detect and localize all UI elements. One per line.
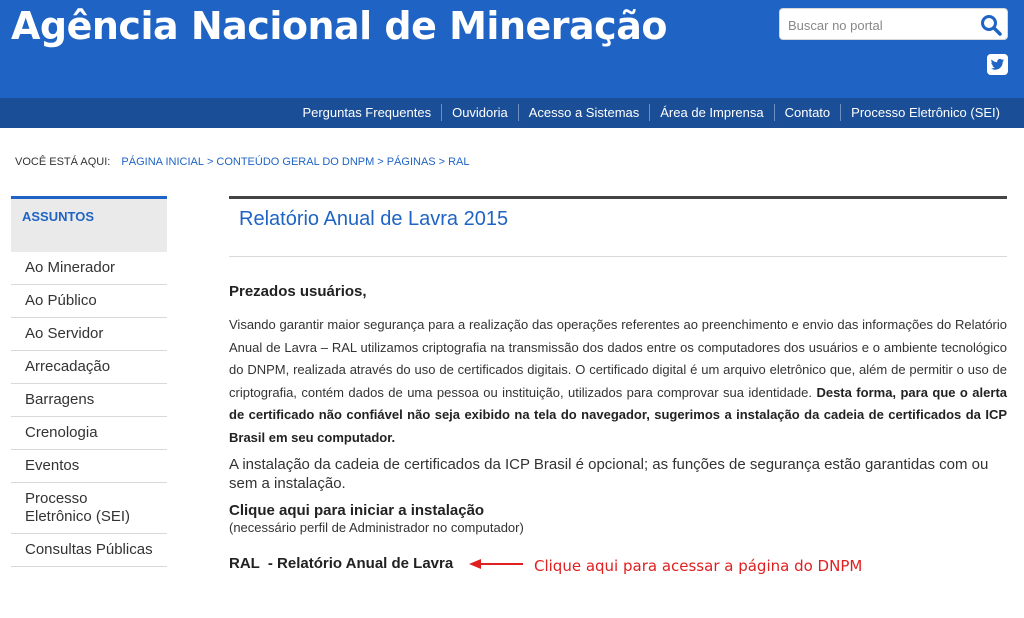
annotation-text: Clique aqui para acessar a página do DNPM [534, 557, 863, 575]
sidebar-item-eventos[interactable]: Eventos [11, 450, 167, 483]
intro-bold-text: Desta forma, para que o alerta de certificado não confiável não seja exibido na tela do navegador, sugerimos a instalação da cadeia de certificados da ICP Brasil em seu computador. [229, 384, 1007, 445]
sidebar-item-servidor[interactable]: Ao Servidor [11, 318, 167, 351]
nav-item-sei[interactable]: Processo Eletrônico (SEI) [840, 104, 1010, 121]
breadcrumb-separator: > [438, 156, 446, 168]
install-note: (necessário perfil de Administrador no computador) [229, 520, 524, 535]
breadcrumb-label: VOCÊ ESTÁ AQUI: [15, 156, 111, 168]
sidebar-item-sei[interactable]: Processo Eletrônico (SEI) [11, 483, 167, 534]
sidebar-item-consultas[interactable]: Consultas Públicas [11, 534, 167, 567]
install-link[interactable]: Clique aqui para iniciar a instalação [229, 502, 485, 519]
main-nav [0, 98, 1024, 128]
nav-item-imprensa[interactable]: Área de Imprensa [649, 104, 773, 121]
intro-text: Visando garantir maior segurança para a realização das operações referentes ao preenchimento e envio das informações do Relatório Anual de Lavra – RAL utilizamos criptografia na transmissão dos dados entre os computadores dos usuários e o ambiente tecnológico do DNPM, realizada através do uso de certificados digitais. O certificado digital é um arquivo eletrônico que, além de permitir o uso de criptografia, contém dados de uma pessoa ou instituição, utilizados para comprovar sua identidade. [229, 317, 1007, 400]
ral-row [229, 551, 1007, 573]
arrow-left-icon [469, 557, 525, 571]
main-content [229, 196, 1007, 573]
breadcrumb-paginas[interactable]: PÁGINAS [386, 156, 436, 168]
sidebar-item-minerador[interactable]: Ao Minerador [11, 252, 167, 285]
breadcrumb-ral[interactable]: RAL [448, 156, 470, 168]
breadcrumb-conteudo[interactable]: CONTEÚDO GERAL DO DNPM [216, 156, 375, 168]
nav-item-sistemas[interactable]: Acesso a Sistemas [518, 104, 650, 121]
page-title: Relatório Anual de Lavra 2015 [229, 199, 1007, 257]
nav-item-contato[interactable]: Contato [774, 104, 841, 121]
sidebar-heading: ASSUNTOS [11, 196, 167, 252]
optional-install-paragraph: A instalação da cadeia de certificados da ICP Brasil é opcional; as funções de segurança estão garantidas com ou sem a instalação. [229, 456, 989, 492]
sidebar [11, 196, 167, 567]
sidebar-item-crenologia[interactable]: Crenologia [11, 417, 167, 450]
greeting: Prezados usuários, [229, 283, 367, 300]
breadcrumb-home[interactable]: PÁGINA INICIAL [121, 156, 204, 168]
search-box[interactable] [779, 8, 1008, 40]
site-header [0, 0, 1024, 98]
breadcrumb-separator: > [206, 156, 214, 168]
site-title[interactable]: Agência Nacional de Mineração [11, 4, 667, 48]
sidebar-item-publico[interactable]: Ao Público [11, 285, 167, 318]
twitter-icon[interactable] [987, 54, 1008, 75]
sidebar-item-arrecadacao[interactable]: Arrecadação [11, 351, 167, 384]
breadcrumb [15, 156, 469, 168]
breadcrumb-separator: > [377, 156, 384, 168]
nav-item-faq[interactable]: Perguntas Frequentes [302, 105, 432, 120]
nav-item-ouvidoria[interactable]: Ouvidoria [441, 104, 518, 121]
ral-link[interactable]: RAL - Relatório Anual de Lavra [229, 555, 454, 572]
search-input[interactable] [788, 15, 978, 35]
search-icon[interactable] [979, 13, 1003, 37]
sidebar-item-barragens[interactable]: Barragens [11, 384, 167, 417]
intro-paragraph [229, 314, 1007, 449]
